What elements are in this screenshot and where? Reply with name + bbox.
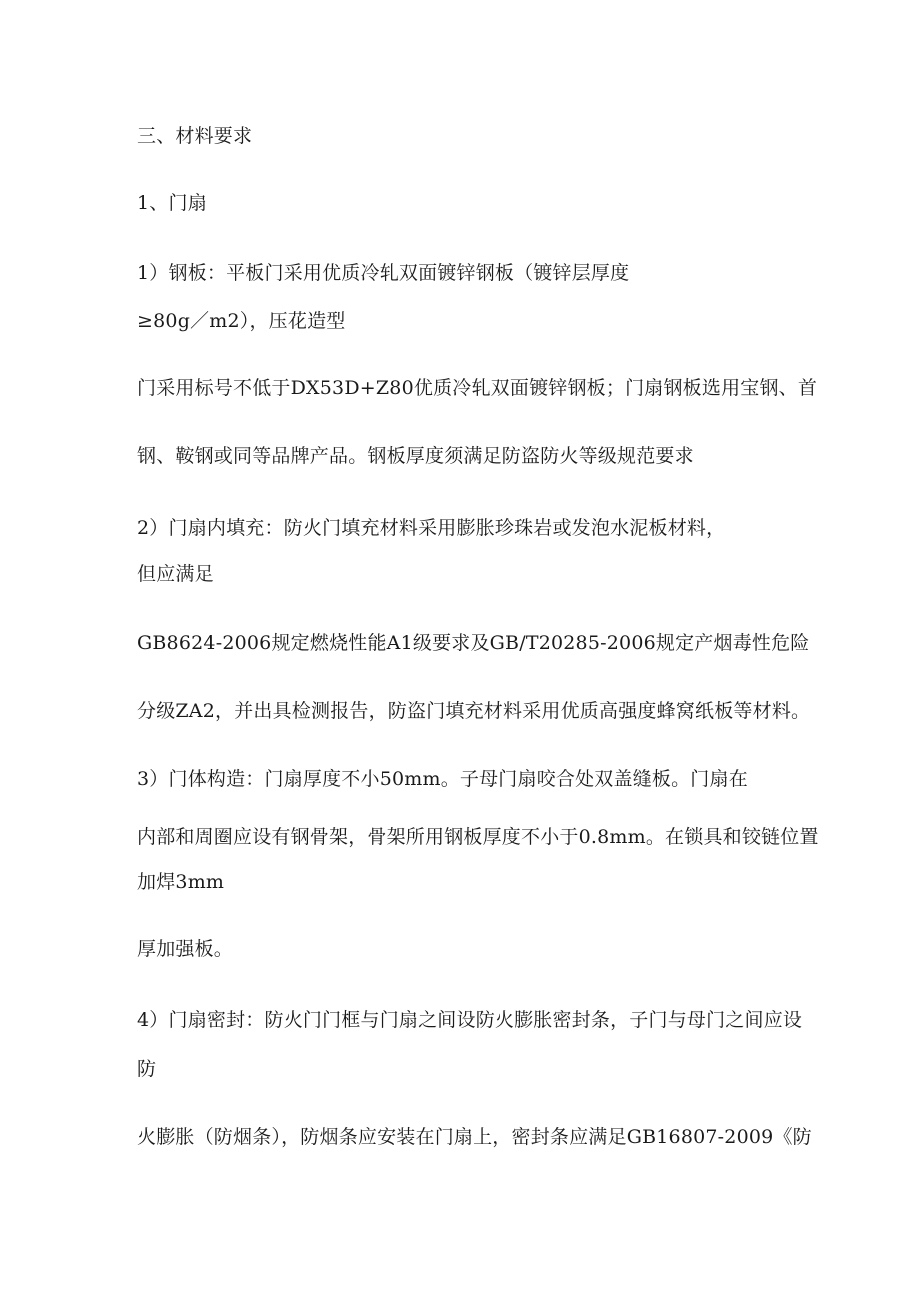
paragraph-line: 1）钢板：平板门采用优质冷轧双面镀锌钢板（镀锌层厚度 — [137, 262, 630, 284]
paragraph-line: 防 — [137, 1058, 157, 1080]
paragraph-line: 但应满足 — [137, 563, 214, 585]
paragraph-line: 内部和周圈应设有钢骨架，骨架所用钢板厚度不小于0.8mm。在锁具和铰链位置 — [137, 826, 819, 848]
paragraph-line: 钢、鞍钢或同等品牌产品。钢板厚度须满足防盗防火等级规范要求 — [137, 445, 694, 467]
paragraph-line: 2）门扇内填充：防火门填充材料采用膨胀珍珠岩或发泡水泥板材料， — [137, 517, 726, 539]
paragraph-line: 厚加强板。 — [137, 938, 234, 960]
paragraph-line: 4）门扇密封：防火门门框与门扇之间设防火膨胀密封条，子门与母门之间应设 — [137, 1009, 803, 1031]
paragraph-line: ≥80g／m2），压花造型 — [137, 310, 346, 332]
section-heading: 三、材料要求 — [137, 125, 253, 147]
subsection-heading: 1、门扇 — [137, 192, 207, 214]
paragraph-line: 加焊3mm — [137, 871, 225, 893]
paragraph-line: GB8624-2006规定燃烧性能A1级要求及GB/T20285-2006规定产烟毒性危险 — [137, 632, 810, 654]
paragraph-line: 分级ZA2，并出具检测报告，防盗门填充材料采用优质高强度蜂窝纸板等材料。 — [137, 700, 811, 722]
paragraph-line: 门采用标号不低于DX53D+Z80优质冷轧双面镀锌钢板；门扇钢板选用宝钢、首 — [137, 377, 818, 399]
paragraph-line: 火膨胀（防烟条），防烟条应安装在门扇上，密封条应满足GB16807-2009《防 — [137, 1126, 812, 1148]
paragraph-line: 3）门体构造：门扇厚度不小50mm。子母门扇咬合处双盖缝板。门扇在 — [137, 768, 748, 790]
